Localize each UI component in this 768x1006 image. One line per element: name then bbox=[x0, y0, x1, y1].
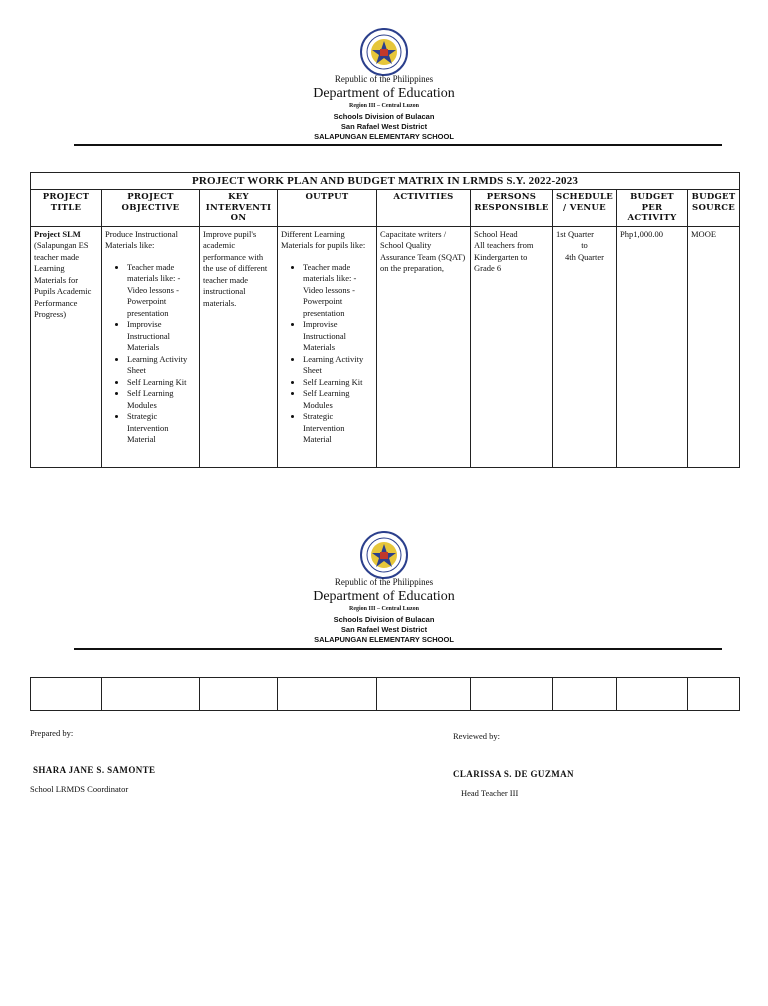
prepared-by-name: SHARA JANE S. SAMONTE bbox=[33, 765, 156, 775]
persons-teachers: All teachers from Kindergarten to Grade 6 bbox=[474, 240, 534, 274]
header-schedule-venue: SCHEDULE / VENUE bbox=[553, 190, 617, 227]
output-list bbox=[281, 262, 373, 446]
school-line: SALAPUNGAN ELEMENTARY SCHOOL bbox=[314, 635, 454, 644]
list-item: • Self Learning Modules bbox=[303, 388, 373, 411]
cell-project-title bbox=[31, 226, 102, 467]
region-line: Region III – Central Luzon bbox=[348, 103, 419, 109]
project-name: Project SLM bbox=[34, 228, 81, 239]
reviewed-by-label: Reviewed by: bbox=[453, 731, 500, 741]
header-divider bbox=[74, 144, 722, 146]
table-row bbox=[31, 678, 740, 711]
cell-source: MOOE bbox=[688, 226, 740, 467]
persons-head: School Head bbox=[474, 228, 518, 239]
list-item: • Self Learning Kit bbox=[303, 377, 373, 389]
deped-seal-icon bbox=[360, 28, 408, 76]
list-item: • Learning Activity Sheet bbox=[303, 354, 373, 377]
cell-output bbox=[278, 226, 377, 467]
empty-cell bbox=[278, 678, 377, 711]
header-activities: ACTIVITIES bbox=[377, 190, 471, 227]
empty-cell bbox=[553, 678, 617, 711]
district-line: San Rafael West District bbox=[340, 625, 428, 634]
output-intro: Different Learning Materials for pupils like: bbox=[281, 228, 366, 251]
schedule-end: 4th Quarter bbox=[565, 251, 604, 262]
school-line: SALAPUNGAN ELEMENTARY SCHOOL bbox=[314, 132, 454, 141]
list-item: • Improvise Instructional Materials bbox=[303, 319, 373, 354]
header-project-objective: PROJECT OBJECTIVE bbox=[102, 190, 200, 227]
schedule-start: 1st Quarter bbox=[556, 228, 595, 239]
list-item: • Teacher made materials like: -Video lessons -Powerpoint presentation bbox=[127, 262, 196, 320]
empty-cell bbox=[377, 678, 471, 711]
list-item: • Strategic Intervention Material bbox=[127, 411, 196, 446]
list-item: • Strategic Intervention Material bbox=[303, 411, 373, 446]
project-description: (Salapungan ES teacher made Learning Materials for Pupils Academic Performance Progress) bbox=[34, 240, 92, 320]
objective-list bbox=[105, 262, 196, 446]
empty-cell bbox=[200, 678, 278, 711]
work-plan-table bbox=[30, 172, 740, 468]
cell-schedule bbox=[553, 226, 617, 467]
objective-intro: Produce Instructional Materials like: bbox=[105, 228, 178, 251]
list-item: • Self Learning Kit bbox=[127, 377, 196, 389]
empty-cell bbox=[31, 678, 102, 711]
reviewed-by-name: CLARISSA S. DE GUZMAN bbox=[453, 769, 574, 779]
department-line: Department of Education bbox=[313, 86, 455, 101]
list-item: • Teacher made materials like: -Video lessons -Powerpoint presentation bbox=[303, 262, 373, 320]
region-line: Region III – Central Luzon bbox=[348, 606, 419, 612]
cell-budget: Php1,000.00 bbox=[617, 226, 688, 467]
empty-cell bbox=[688, 678, 740, 711]
department-line: Department of Education bbox=[313, 589, 455, 604]
header-key-intervention: KEY INTERVENTI ON bbox=[200, 190, 278, 227]
header-persons-responsible: PERSONS RESPONSIBLE bbox=[471, 190, 553, 227]
division-line: Schools Division of Bulacan bbox=[333, 615, 435, 624]
continuation-table bbox=[30, 677, 740, 711]
header-divider bbox=[74, 648, 722, 650]
cell-key-intervention: Improve pupil's academic performance with the use of different teacher made instructional materials. bbox=[200, 226, 278, 467]
district-line: San Rafael West District bbox=[340, 122, 428, 131]
header-budget-source: BUDGET SOURCE bbox=[688, 190, 740, 227]
cell-activities: Capacitate writers / School Quality Assurance Team (SQAT) on the preparation, bbox=[377, 226, 471, 467]
empty-cell bbox=[471, 678, 553, 711]
reviewed-by-title: Head Teacher III bbox=[461, 788, 519, 798]
header-project-title: PROJECT TITLE bbox=[31, 190, 102, 227]
cell-objective bbox=[102, 226, 200, 467]
header-output: OUTPUT bbox=[278, 190, 377, 227]
list-item: • Learning Activity Sheet bbox=[127, 354, 196, 377]
schedule-to: to bbox=[581, 240, 588, 251]
list-item: • Self Learning Modules bbox=[127, 388, 196, 411]
republic-line: Republic of the Philippines bbox=[334, 74, 434, 84]
table-row bbox=[31, 226, 740, 467]
republic-line: Republic of the Philippines bbox=[334, 577, 434, 587]
prepared-by-title: School LRMDS Coordinator bbox=[30, 784, 129, 794]
cell-persons-responsible bbox=[471, 226, 553, 467]
empty-cell bbox=[102, 678, 200, 711]
prepared-by-label: Prepared by: bbox=[30, 728, 74, 738]
deped-seal-icon bbox=[360, 531, 408, 579]
table-title: PROJECT WORK PLAN AND BUDGET MATRIX IN LRMDS S.Y. 2022-2023 bbox=[31, 173, 740, 190]
header-budget-per-activity: BUDGET PER ACTIVITY bbox=[617, 190, 688, 227]
division-line: Schools Division of Bulacan bbox=[333, 112, 435, 121]
empty-cell bbox=[617, 678, 688, 711]
table-header-row bbox=[31, 190, 740, 227]
list-item: • Improvise Instructional Materials bbox=[127, 319, 196, 354]
